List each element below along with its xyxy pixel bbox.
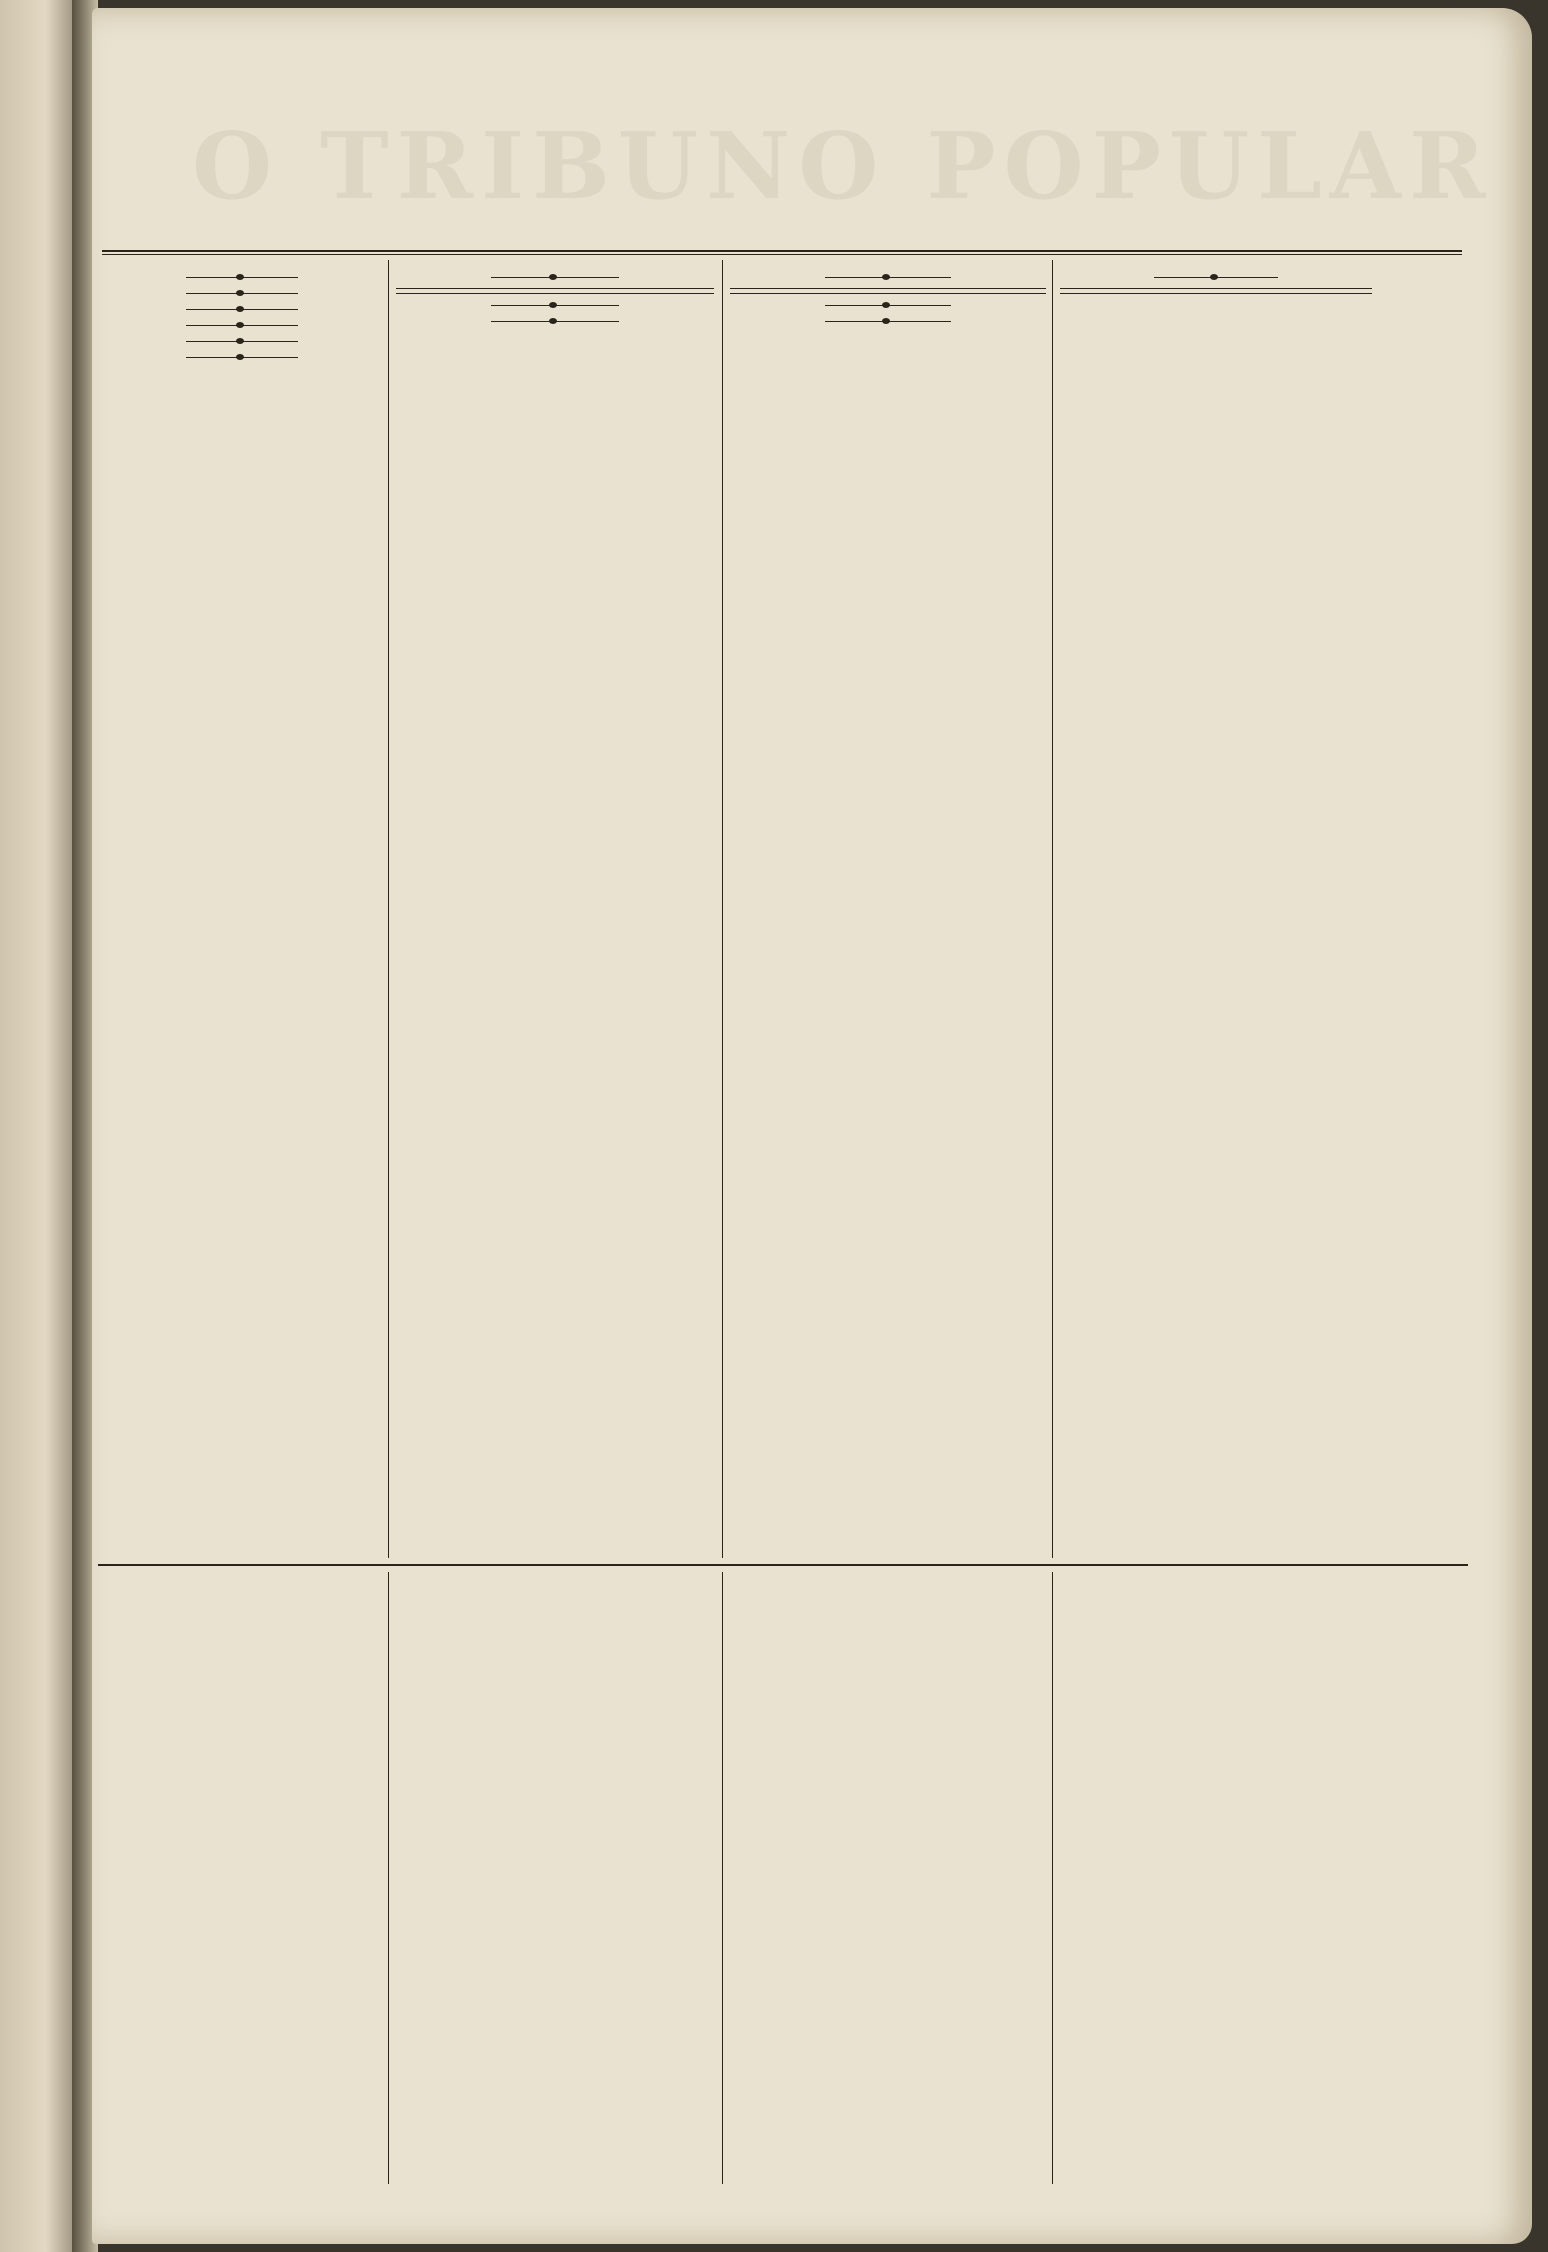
separator xyxy=(730,316,1046,326)
separator xyxy=(396,272,714,282)
column-1 xyxy=(102,266,382,368)
publicacoes-heading xyxy=(730,288,1046,294)
separator xyxy=(102,288,382,298)
separator xyxy=(396,300,714,310)
column-rule xyxy=(388,260,389,1558)
column-2 xyxy=(396,266,714,332)
separator xyxy=(102,352,382,362)
bleed-through-ghost: O TRIBUNO POPULAR xyxy=(192,112,1494,220)
separator xyxy=(730,300,1046,310)
ephemerides-heading xyxy=(1060,288,1372,294)
adjacent-page-edge xyxy=(0,0,76,2252)
column-rule xyxy=(722,260,723,1558)
column-3 xyxy=(730,266,1046,332)
column-rule xyxy=(1052,260,1053,1558)
separator xyxy=(102,304,382,314)
separator xyxy=(102,272,382,282)
column-rule xyxy=(722,1572,723,2184)
separator xyxy=(102,336,382,346)
column-4 xyxy=(1060,266,1372,300)
column-rule xyxy=(1052,1572,1053,2184)
folhetim-rule xyxy=(98,1564,388,1566)
estrangeiro-heading xyxy=(396,288,714,294)
separator xyxy=(1060,272,1372,282)
newspaper-page xyxy=(92,8,1532,2244)
column-rule xyxy=(388,1572,389,2184)
separator xyxy=(396,316,714,326)
separator xyxy=(102,320,382,330)
folhetim-column-4 xyxy=(1060,1574,1372,1584)
folhetim-rule xyxy=(388,1564,1468,1566)
masthead-rule xyxy=(102,250,1462,255)
separator xyxy=(730,272,1046,282)
